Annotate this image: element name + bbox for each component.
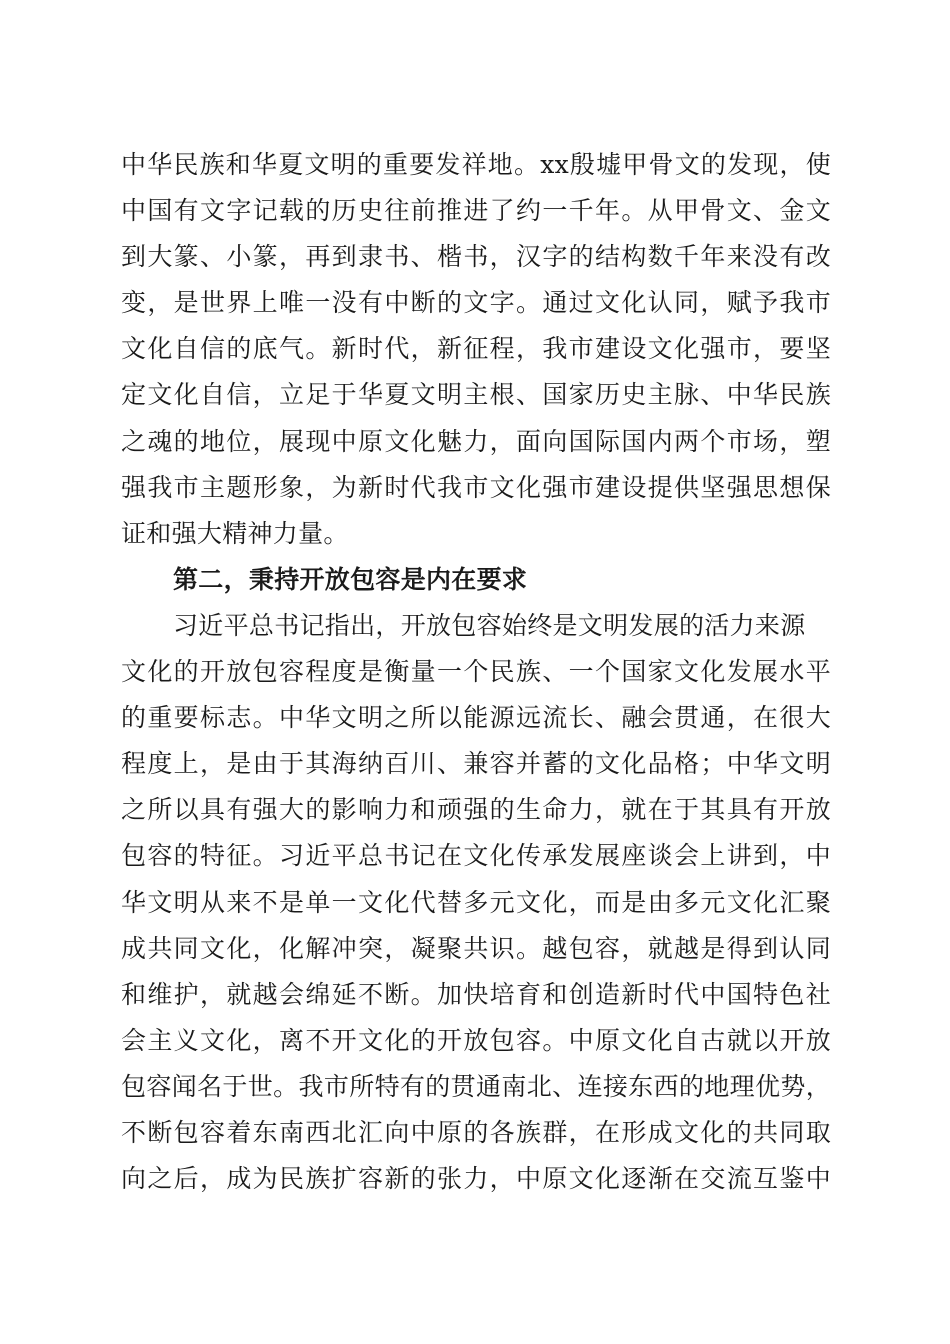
section-heading: 第二，秉持开放包容是内在要求 — [173, 564, 528, 594]
paragraph-end-line: 证和强大精神力量。 — [121, 518, 349, 548]
text-line: 强我市主题形象，为新时代我市文化强市建设提供坚强思想保 — [121, 472, 831, 502]
text-line: 会主义文化，离不开文化的开放包容。中原文化自古就以开放 — [121, 1025, 831, 1055]
text-line: 包容的特征。习近平总书记在文化传承发展座谈会上讲到，中 — [121, 841, 831, 871]
text-line: 文化自信的底气。新时代，新征程，我市建设文化强市，要坚 — [121, 334, 831, 364]
paragraph-first-line: 习近平总书记指出，开放包容始终是文明发展的活力来源 — [173, 610, 806, 640]
body-text — [121, 142, 831, 1202]
text-line: 之所以具有强大的影响力和顽强的生命力，就在于其具有开放 — [121, 795, 831, 825]
text-line: 的重要标志。中华文明之所以能源远流长、融会贯通，在很大 — [121, 703, 831, 733]
text-line: 向之后，成为民族扩容新的张力，中原文化逐渐在交流互鉴中 — [121, 1164, 831, 1194]
text-line: 文化的开放包容程度是衡量一个民族、一个国家文化发展水平 — [121, 657, 831, 687]
text-line: 包容闻名于世。我市所特有的贯通南北、连接东西的地理优势， — [121, 1071, 831, 1101]
text-line: 中国有文字记载的历史往前推进了约一千年。从甲骨文、金文 — [121, 196, 831, 226]
text-line: 中华民族和华夏文明的重要发祥地。xx殷墟甲骨文的发现，使 — [121, 150, 831, 179]
text-line: 和维护，就越会绵延不断。加快培育和创造新时代中国特色社 — [121, 979, 831, 1009]
text-line: 华文明从来不是单一文化代替多元文化，而是由多元文化汇聚 — [121, 887, 831, 917]
text-line: 成共同文化，化解冲突，凝聚共识。越包容，就越是得到认同 — [121, 933, 831, 963]
text-line: 变，是世界上唯一没有中断的文字。通过文化认同，赋予我市 — [121, 288, 831, 318]
text-line: 到大篆、小篆，再到隶书、楷书，汉字的结构数千年来没有改 — [121, 242, 831, 272]
text-line: 不断包容着东南西北汇向中原的各族群，在形成文化的共同取 — [121, 1117, 831, 1147]
text-line: 定文化自信，立足于华夏文明主根、国家历史主脉、中华民族 — [121, 380, 831, 410]
text-line: 之魂的地位，展现中原文化魅力，面向国际国内两个市场，塑 — [121, 426, 831, 456]
text-line: 程度上，是由于其海纳百川、兼容并蓄的文化品格；中华文明 — [121, 749, 831, 779]
